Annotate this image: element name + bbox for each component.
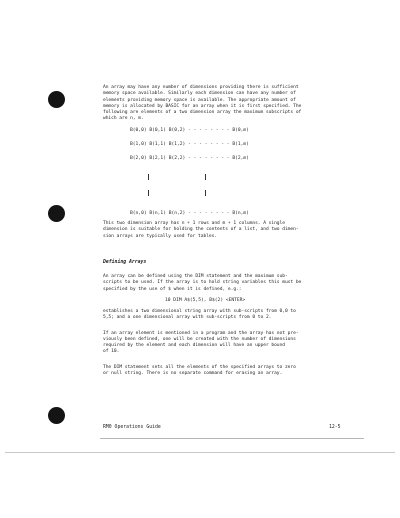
section-heading: Defining Arrays	[103, 260, 147, 265]
matrix-row-0: B(0,0) B(0,1) B(0,2) - - - - - - - - B(0,m)	[130, 128, 249, 133]
ellipsis-bar	[205, 190, 206, 196]
matrix-row-1: B(1,0) B(1,1) B(1,2) - - - - - - - - B(1,m)	[130, 142, 249, 147]
ellipsis-bar	[148, 174, 149, 180]
binder-hole-bottom	[48, 407, 65, 424]
ellipsis-bar	[205, 174, 206, 180]
footer-rule	[100, 438, 364, 439]
code-example: 10 DIM A$(5,5), B$(2) <ENTER>	[165, 298, 246, 303]
binder-hole-middle	[48, 205, 65, 222]
paragraph-array-dimensions: An array may have any number of dimensions providing there is sufficient memory space available. Similarly each dimension can have any number of elements providing memory space is available. The appropriate amount of memory is allocated by BASIC for an array when it is first specified. The following are elements of a two dimension array the maximum subscripts of which are n, m.	[103, 85, 302, 122]
body-text-defining	[103, 274, 343, 293]
matrix-row-n: B(n,0) B(n,1) B(n,2) - - - - - - - - B(n,m)	[130, 211, 249, 216]
paragraph-dim-zero: The DIM statement sets all the elements of the specified arrays to zero or null string. There is no separate command for erasing an array.	[103, 364, 296, 377]
scan-edge-line	[5, 452, 395, 453]
paragraph-rows-columns: This two dimension array has n + 1 rows and m + 1 columns. A single dimension is suitable for holding the contents of a list, and two dimen- sion arrays are typically used for tables.	[103, 221, 299, 239]
footer-title: RM0 Operations Guide	[103, 425, 161, 430]
ellipsis-bar	[148, 190, 149, 196]
paragraph-dim-definition: An array can be defined using the DIM statement and the maximum sub- scripts to be used. If the array is to hold string variables this must be specified by the use of $ when it is defined, e.g.:	[103, 274, 302, 292]
body-text-lower	[103, 309, 343, 377]
body-text-two-dim	[103, 221, 343, 240]
paragraph-undefined-array: If an array element is mentioned in a program and the array has not pre- viously been defined, one will be created with the number of dimensions required by the element and each dimension will have an upper bound of 10.	[103, 330, 299, 355]
body-text-upper	[103, 85, 343, 123]
page-number: 12-5	[329, 425, 341, 430]
paragraph-string-array: establishes a two dimensional string array with sub-scripts from 0,0 to 5,5; and a one dimensional array with sub-scripts from 0 to 2.	[103, 309, 296, 321]
matrix-row-2: B(2,0) B(2,1) B(2,2) - - - - - - - - B(2,m)	[130, 156, 249, 161]
binder-hole-top	[48, 91, 65, 108]
